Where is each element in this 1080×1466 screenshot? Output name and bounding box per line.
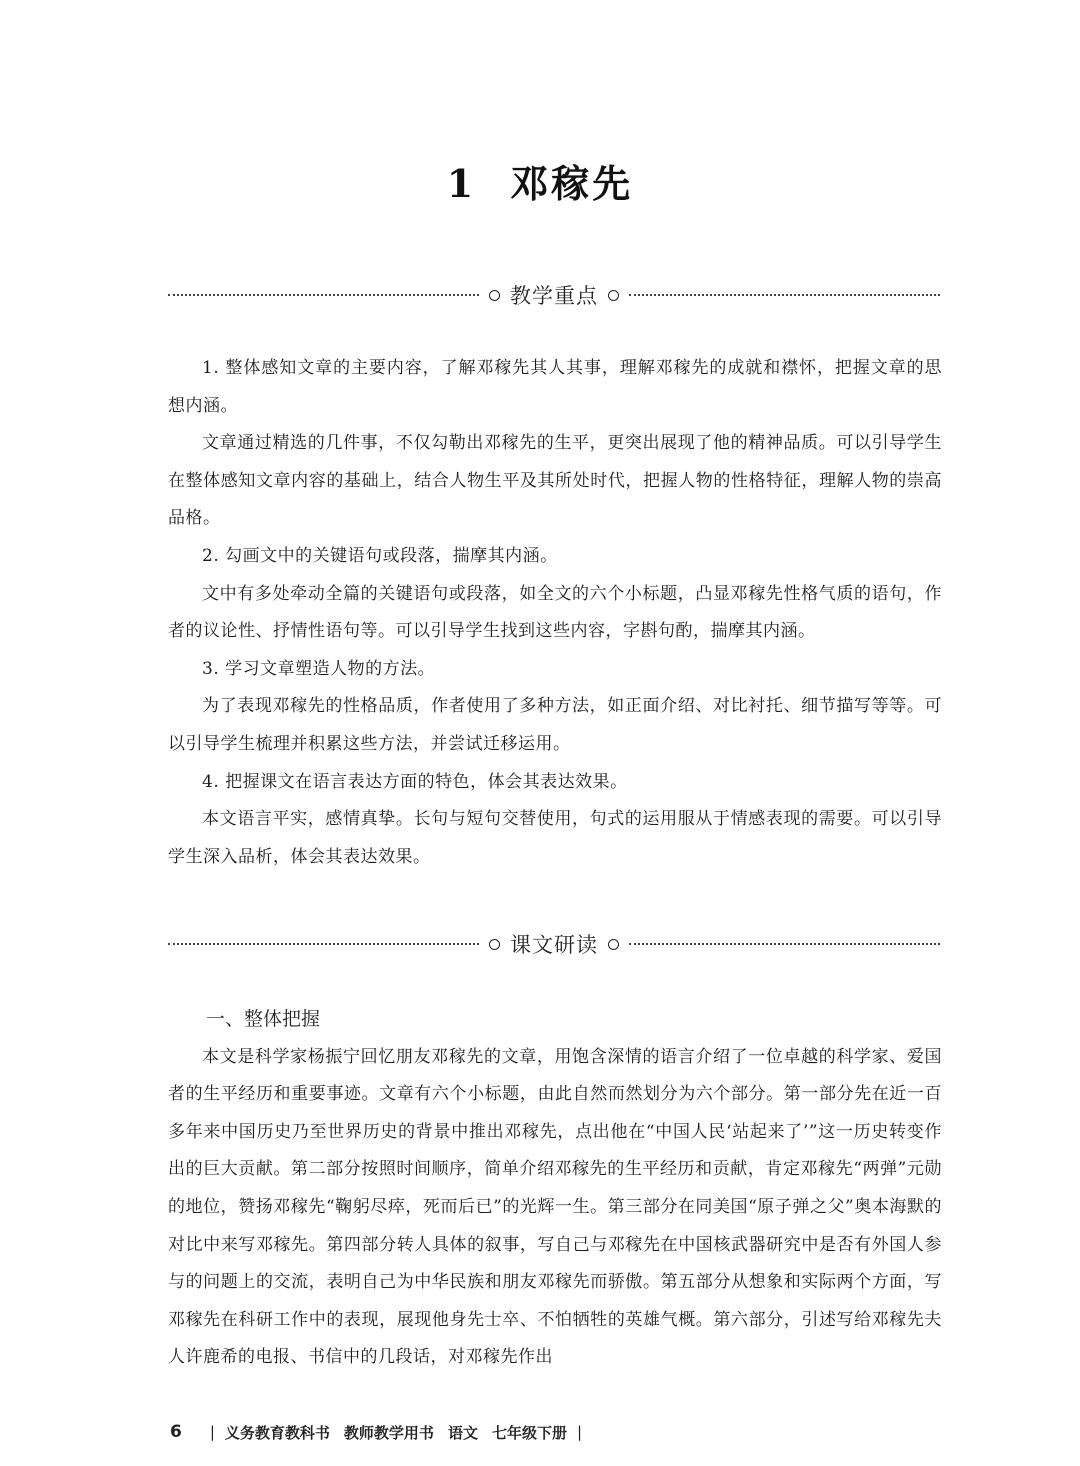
paragraph: 2. 勾画文中的关键语句或段落，揣摩其内涵。: [202, 545, 558, 566]
paragraph: 本文是科学家杨振宁回忆朋友邓稼先的文章，用饱含深情的语言介绍了一位卓越的科学家、爱国者的生平经历和重要事迹。文章有六个小标题，由此自然而然划分为六个部分。第一部分先在近一百多年来中国历史乃至世界历史的背景中推出邓稼先，点出他在“中国人民‘站起来了’”这一历史转变作出的巨大贡献。第二部分按照时间顺序，简单介绍邓稼先的生平经历和贡献，肯定邓稼先“两弹”元勋的地位，赞扬邓稼先“鞠躬尽瘁，死而后已”的光辉一生。第三部分在同美国“原子弹之父”奥本海默的对比中来写邓稼先。第四部分转人具体的叙事，写自己与邓稼先在中国核武器研究中是否有外国人参与的问题上的交流，表明自己为中华民族和朋友邓稼先而骄傲。第五部分从想象和实际两个方面，写邓稼先在科研工作中的表现，展现他身先士卒、不怕牺牲的英雄气概。第六部分，引述写给邓稼先夫人许鹿希的电报、书信中的几段话，对邓稼先作出: [168, 1046, 942, 1368]
paragraph: 文章通过精选的几件事，不仅勾勒出邓稼先的生平，更突出展现了他的精神品质。可以引导学生在整体感知文章内容的基础上，结合人物生平及其所处时代，把握人物的性格特征，理解人物的崇高品格。: [168, 433, 942, 529]
subheading-overall-grasp: 一、整体把握: [206, 1008, 321, 1030]
paragraph: 文中有多处牵动全篇的关键语句或段落，如全文的六个小标题，凸显邓稼先性格气质的语句，作者的议论性、抒情性语句等。可以引导学生找到这些内容，字斟句酌，揣摩其内涵。: [168, 583, 942, 642]
footer-subject: 语文: [447, 1423, 478, 1442]
teaching-focus-body: [168, 350, 942, 876]
lesson-number: 1: [446, 161, 477, 207]
section-divider-text-study: [168, 929, 940, 959]
paragraph: 4. 把握课文在语言表达方面的特色，体会其表达效果。: [202, 771, 628, 792]
paragraph: 3. 学习文章塑造人物的方法。: [202, 658, 436, 679]
paragraph: 本文语言平实，感情真挚。长句与短句交替使用，句式的运用服从于情感表现的需要。可以引导学生深入品析，体会其表达效果。: [168, 809, 942, 867]
footer-book: 教师教学用书: [343, 1423, 434, 1442]
section-heading-teaching-focus: 教学重点: [510, 284, 598, 308]
footer-series: 义务教育教科书: [224, 1423, 330, 1442]
section-divider-teaching-focus: [168, 280, 940, 310]
dotted-rule-left: [168, 294, 479, 296]
page-number: 6: [170, 1422, 182, 1442]
circle-ornament-icon: [608, 290, 619, 301]
lesson-title-text: 邓稼先: [510, 161, 634, 207]
dotted-rule-right: [629, 943, 940, 945]
paragraph: 1. 整体感知文章的主要内容，了解邓稼先其人其事，理解邓稼先的成就和襟怀，把握文章的思想内涵。: [168, 358, 942, 416]
circle-ornament-icon: [608, 939, 619, 950]
dotted-rule-right: [629, 294, 940, 296]
paragraph: 为了表现邓稼先的性格品质，作者使用了多种方法，如正面介绍、对比衬托、细节描写等等。可以引导学生梳理并积累这些方法，并尝试迁移运用。: [168, 696, 942, 754]
circle-ornament-icon: [489, 290, 500, 301]
section-heading-text-study: 课文研读: [510, 933, 598, 957]
lesson-title: [0, 153, 1080, 208]
dotted-rule-left: [168, 943, 479, 945]
text-study-body: [168, 1001, 942, 1377]
page-footer: 6 | 义务教育教科书 教师教学用书 语文 七年级下册 |: [170, 1422, 583, 1442]
footer-grade: 七年级下册: [491, 1423, 567, 1442]
circle-ornament-icon: [489, 939, 500, 950]
